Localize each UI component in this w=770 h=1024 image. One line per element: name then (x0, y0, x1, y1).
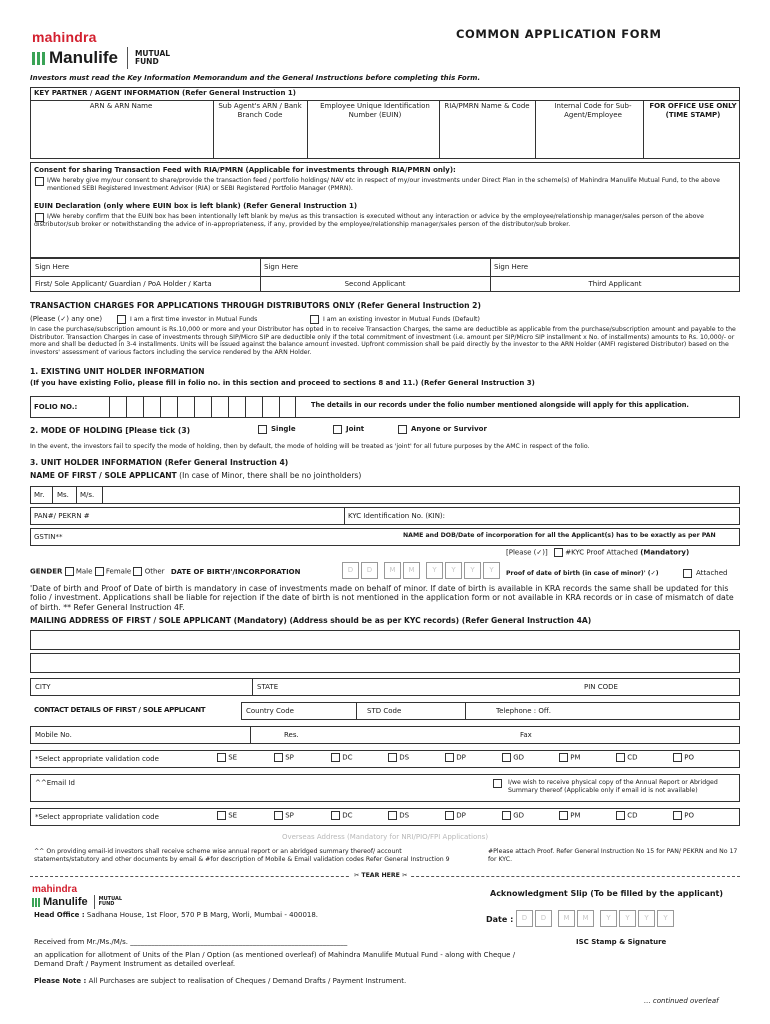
attached-checkbox[interactable] (683, 569, 692, 578)
validation-code-label: DC (340, 811, 353, 820)
kyc-proof-checkbox[interactable] (554, 548, 563, 557)
validation-code-label: SE (226, 811, 238, 820)
key-partner-table (30, 87, 740, 159)
gstin-input[interactable] (91, 529, 401, 545)
transaction-text: In case the purchase/subscription amount is Rs.10,000 or more and your Distributor has opted in to receive Transaction Charges, the same are deductible as applicable from the purchase/subscription amount and payable to the Distributor. Transaction Charges in case of investments through SIP/Micro SIP are deductible only if the total commitment of investment (i.e. amount per SIP/Micro SIP installment x No. of installments) amounts to Rs. 10,000/- or more and shall be deducted in 3-4 installments. Units will be issued against the balance amount invested. Upfront commission shall be paid directly by the investor to the ARN Holder (AMFI registered Distributor) based on the investors' assessment of various factors including the service rendered by the ARN Holder. (30, 326, 736, 356)
pan-input[interactable] (121, 508, 341, 524)
consent-checkbox[interactable] (35, 177, 44, 186)
dob-digit-cell[interactable]: D (361, 562, 378, 579)
telephone-label[interactable]: Telephone : Off. (496, 707, 551, 715)
dob-digit-cell[interactable]: Y (464, 562, 481, 579)
consent-title: Consent for sharing Transaction Feed with RIA/PMRN (Applicable for investments through RIA/PMRN only): (34, 166, 456, 174)
isc-stamp-label: ISC Stamp & Signature (576, 938, 667, 946)
scissors-icon: ✂ (354, 872, 360, 879)
country-code-label[interactable]: Country Code (246, 707, 294, 715)
section2-note: In the event, the investors fail to specify the mode of holding, then by default, the mode of holding will be treated as 'joint' for all future purposes by the AMC in respect of the folio. (30, 443, 590, 450)
validation-code-checkbox[interactable] (502, 811, 511, 820)
female-checkbox[interactable] (95, 567, 104, 576)
ack-note-text: All Purchases are subject to realisation of Cheques / Demand Drafts / Payment Instrument. (88, 977, 407, 985)
ack-date-digit-cell[interactable]: D (535, 910, 552, 927)
validation-code-option[interactable] (445, 753, 466, 762)
consent-text: I/We hereby give my/our consent to share/provide the transaction feed / portfolio holdings/ NAV etc in respect of my/our investments under Direct Plan in the scheme(s) of Mahindra Manulife Mutual Fund, to the above mentioned SEBI Registered Investment Advisor (RIA) or SEBI Registered Portfolio Manager (PMRN). (47, 177, 720, 192)
brand-logo (32, 29, 170, 69)
validation-code-label: SP (283, 811, 294, 820)
single-checkbox[interactable] (258, 425, 267, 434)
please-tick-label: [Please (✓)] (506, 548, 548, 557)
ack-date-digit-cell[interactable]: Y (638, 910, 655, 927)
applicant-name-label: NAME OF FIRST / SOLE APPLICANT (30, 471, 177, 480)
validation-code-option[interactable] (673, 811, 694, 820)
folio-digit-cell[interactable] (194, 397, 211, 417)
email-row (30, 774, 740, 802)
res-label[interactable]: Res. (284, 731, 299, 739)
physical-copy-checkbox[interactable] (493, 779, 502, 788)
footnote-2: #Please attach Proof. Refer General Instruction No 15 for PAN/ PEKRN and No 17 for KYC. (488, 848, 738, 863)
validation-code-option[interactable] (274, 811, 294, 820)
sign-here-2[interactable]: Sign Here (264, 263, 299, 271)
validation-code-option[interactable] (217, 811, 237, 820)
validation-code-label: CD (625, 753, 638, 762)
dob-label: DATE OF BIRTH'/INCORPORATION (170, 567, 301, 576)
validation-code-label: GD (511, 753, 525, 762)
folio-digit-cell[interactable] (262, 397, 279, 417)
dob-digit-cell[interactable]: Y (483, 562, 500, 579)
validation-code-checkbox[interactable] (331, 811, 340, 820)
pan-label: PAN#/ PEKRN # (34, 512, 90, 520)
mailing-title: MAILING ADDRESS OF FIRST / SOLE APPLICANT (Mandatory) (Address should be as per KYC records) (Refer General Instruction 4A) (30, 616, 592, 625)
validation-code-checkbox[interactable] (388, 753, 397, 762)
anyone-survivor-label: Anyone or Survivor (411, 425, 487, 433)
ack-date-digit-cell[interactable]: M (558, 910, 575, 927)
folio-note: The details in our records under the folio number mentioned alongside will apply for this application. (311, 401, 689, 409)
joint-label: Joint (346, 425, 365, 433)
validation-code-checkbox[interactable] (388, 811, 397, 820)
validation-code-label: DS (397, 753, 410, 762)
col-ria: RIA/PMRN Name & Code (444, 102, 530, 110)
key-partner-title: KEY PARTNER / AGENT INFORMATION (Refer General Instruction 1) (34, 89, 296, 97)
ack-brand-sub1: MUTUAL (98, 895, 123, 902)
other-label: Other (144, 567, 165, 576)
folio-digit-cell[interactable] (160, 397, 177, 417)
col-internal: Internal Code for Sub-Agent/Employee (554, 102, 632, 119)
section1-title: 1. EXISTING UNIT HOLDER INFORMATION (30, 367, 205, 376)
ack-date-digit-cell[interactable]: M (577, 910, 594, 927)
validation-code-label: PM (568, 753, 581, 762)
physical-copy-label: I/we wish to receive physical copy of the Annual Report or Abridged Summary thereof (Applicable only if email id is not available) (508, 779, 718, 794)
dob-digit-cell[interactable]: Y (445, 562, 462, 579)
folio-digit-cell[interactable] (143, 397, 160, 417)
scissors-icon-2: ✂ (402, 872, 408, 879)
gender-label: GENDER (30, 567, 63, 576)
tear-text: TEAR HERE (361, 872, 400, 879)
std-label: STD Code (367, 707, 402, 715)
state-input[interactable] (253, 679, 583, 695)
validation-code-label: DP (454, 753, 466, 762)
validation-code-label: PM (568, 811, 581, 820)
validation-code-option[interactable] (274, 753, 294, 762)
validation-code-option[interactable] (616, 811, 638, 820)
brand-main-text: Manulife (49, 48, 118, 67)
section1-sub: (If you have existing Folio, please fill in folio no. in this section and proceed to sections 8 and 11.) (Refer General Instruction 3) (30, 379, 535, 387)
ack-date-digit-cell[interactable]: Y (619, 910, 636, 927)
ack-date-digit-cell[interactable]: Y (600, 910, 617, 927)
ack-brand-sub2: FUND (98, 901, 115, 907)
instruction-notice: Investors must read the Key Information Memorandum and the General Instructions before completing this Form. (30, 74, 481, 82)
validation-code-checkbox[interactable] (217, 811, 226, 820)
existing-investor-checkbox[interactable] (310, 315, 319, 324)
validation-code-label: PO (682, 811, 694, 820)
euin-title: EUIN Declaration (only where EUIN box is left blank) (Refer General Instruction 1) (34, 202, 358, 210)
ack-title: Acknowledgment Slip (To be filled by the applicant) (490, 889, 724, 898)
folio-digit-cell[interactable] (177, 397, 194, 417)
validation-code-option[interactable] (502, 753, 524, 762)
validation-code-checkbox[interactable] (673, 811, 682, 820)
mobile-row (30, 726, 740, 744)
ack-brand-main: Manulife (43, 896, 88, 908)
joint-checkbox[interactable] (333, 425, 342, 434)
ack-logo (32, 884, 122, 909)
ack-date-digit-cell[interactable]: Y (657, 910, 674, 927)
validation-code-checkbox[interactable] (274, 753, 283, 762)
ack-date-digit-cell[interactable]: D (516, 910, 533, 927)
third-applicant-label: Third Applicant (588, 280, 642, 288)
male-checkbox[interactable] (65, 567, 74, 576)
euin-text: I/We hereby confirm that the EUIN box has been intentionally left blank by me/us as this transaction is executed without any interaction or advice by the employee/relationship manager/sales person of the above distributor/sub broker or notwithstanding the advice of in-appropriateness, if any, provided by the employee/relationship manager/sales person of the distributor/sub broker. (34, 213, 704, 228)
folio-digit-cell[interactable] (228, 397, 245, 417)
title-ms[interactable]: Ms. (53, 487, 77, 503)
fax-label[interactable]: Fax (520, 731, 532, 739)
other-checkbox[interactable] (133, 567, 142, 576)
first-time-investor-label: I am a first time investor in Mutual Funds (130, 316, 258, 323)
signature-row (30, 258, 740, 292)
folio-label: FOLIO NO.: (34, 403, 78, 411)
transaction-title: TRANSACTION CHARGES FOR APPLICATIONS THROUGH DISTRIBUTORS ONLY (Refer General Instruction 2) (30, 301, 481, 310)
contact-details-label: CONTACT DETAILS OF FIRST / SOLE APPLICANT (34, 706, 206, 714)
validation-code-option[interactable] (388, 811, 409, 820)
validation-code-checkbox[interactable] (616, 811, 625, 820)
validation-label-1: *Select appropriate validation code (35, 755, 159, 763)
male-label: Male (75, 567, 93, 576)
gstin-label: GSTIN** (34, 533, 63, 541)
overseas-label: Overseas Address (Mandatory for NRI/PIO/FPI Applications) (281, 833, 489, 841)
validation-code-option[interactable] (445, 811, 466, 820)
dob-digit-cell[interactable]: M (384, 562, 401, 579)
mandatory-label: (Mandatory) (640, 548, 690, 557)
contact-row (241, 702, 740, 720)
validation-code-option[interactable] (673, 753, 694, 762)
key-partner-header-row (31, 102, 739, 158)
single-label: Single (271, 425, 296, 433)
validation-code-label: GD (511, 811, 525, 820)
pin-input[interactable] (631, 679, 739, 695)
address-line-2[interactable] (30, 653, 740, 673)
applicant-name-note: (In case of Minor, there shall be no jointholders) (179, 471, 362, 480)
kyc-label: KYC Identification No. (KIN): (348, 512, 446, 520)
validation-code-option[interactable] (502, 811, 524, 820)
brand-sub2: FUND (134, 57, 159, 66)
validation-code-option[interactable] (616, 753, 638, 762)
kyc-proof-row (506, 548, 689, 557)
ack-note-label: Please Note : (34, 977, 87, 985)
col-office: FOR OFFICE USE ONLY (TIME STAMP) (649, 102, 737, 119)
validation-code-option[interactable] (388, 753, 409, 762)
brand-top-text: mahindra (32, 29, 97, 45)
ack-application-text: an application for allotment of Units of the Plan / Option (as mentioned overleaf) of Mahindra Manulife Mutual Fund - along with Cheque / Demand Draft / Payment Instrument as detailed overleaf. (34, 951, 516, 968)
folio-digit-cell[interactable] (109, 397, 126, 417)
validation-code-label: DP (454, 811, 466, 820)
dob-note: 'Date of birth and Proof of Date of birth is mandatory in case of investments made on behalf of minor. If date of birth is available in KRA records the same shall be updated for this folio / investment. Applications shall be liable for rejection if the date of birth is not mentioned in the application form or not available in KRA records or in case of mismatch of date of birth. ** Refer General Instruction 4F. (30, 584, 734, 612)
validation-code-label: SE (226, 753, 238, 762)
validation-code-checkbox[interactable] (559, 811, 568, 820)
first-applicant-label: First/ Sole Applicant/ Guardian / PoA Holder / Karta (35, 280, 212, 288)
sign-here-3[interactable]: Sign Here (494, 263, 529, 271)
col-arn: ARN & ARN Name (89, 102, 153, 110)
validation-label-2: *Select appropriate validation code (35, 813, 159, 821)
validation-code-label: DS (397, 811, 410, 820)
first-time-investor-checkbox[interactable] (117, 315, 126, 324)
folio-digit-cell[interactable] (126, 397, 143, 417)
folio-digit-cell[interactable] (245, 397, 262, 417)
female-label: Female (105, 567, 132, 576)
tear-here-label (350, 872, 411, 880)
validation-code-checkbox[interactable] (445, 811, 454, 820)
validation-code-checkbox[interactable] (673, 753, 682, 762)
name-row (30, 486, 740, 504)
validation-code-checkbox[interactable] (616, 753, 625, 762)
validation-code-option[interactable] (331, 753, 353, 762)
received-from[interactable]: Received from Mr./Ms./M/s. ______________________________________________________________ (34, 938, 348, 946)
name-dob-note: NAME and DOB/Date of incorporation for all the Applicant(s) has to be exactly as per PAN (403, 532, 716, 539)
existing-investor-label: I am an existing investor in Mutual Funds (Default) (323, 316, 480, 323)
attached-label: Attached (696, 569, 728, 577)
dob-digit-cell[interactable]: Y (426, 562, 443, 579)
pan-row (30, 507, 740, 525)
brand-sub1: MUTUAL (134, 49, 171, 58)
applicant-name-heading (30, 472, 361, 481)
validation-code-checkbox[interactable] (274, 811, 283, 820)
gender-dob-row (30, 567, 300, 576)
city-state-pin-row (30, 678, 740, 696)
manulife-icon (32, 52, 45, 65)
kyc-field[interactable] (344, 508, 739, 524)
consent-section (30, 162, 740, 258)
head-office-label: Head Office : (34, 911, 85, 919)
validation-code-label: DC (340, 753, 353, 762)
mobile-input[interactable] (31, 727, 251, 743)
validation-row-1 (30, 750, 740, 768)
std-field[interactable] (356, 703, 466, 719)
validation-code-checkbox[interactable] (502, 753, 511, 762)
validation-code-option[interactable] (559, 811, 581, 820)
head-office-address: Sadhana House, 1st Floor, 570 P B Marg, Worli, Mumbai - 400018. (86, 911, 319, 919)
head-office (34, 911, 318, 920)
title-mrs[interactable]: M/s. (77, 487, 103, 503)
validation-code-option[interactable] (331, 811, 353, 820)
sign-here-1[interactable]: Sign Here (35, 263, 70, 271)
email-label: ^^Email Id (35, 779, 75, 787)
validation-code-label: SP (283, 753, 294, 762)
continued-overleaf: ... continued overleaf (644, 997, 719, 1005)
section3-title: 3. UNIT HOLDER INFORMATION (Refer General Instruction 4) (30, 458, 289, 467)
col-sub-agent: Sub Agent's ARN / Bank Branch Code (218, 102, 302, 119)
validation-code-option[interactable] (217, 753, 237, 762)
validation-code-checkbox[interactable] (217, 753, 226, 762)
proof-dob-label: Proof of date of birth (in case of minor)' (✓) (506, 570, 659, 577)
anyone-survivor-checkbox[interactable] (398, 425, 407, 434)
email-input[interactable] (31, 775, 487, 801)
ack-brand-top: mahindra (32, 884, 78, 895)
pin-label: PIN CODE (584, 683, 618, 691)
validation-code-checkbox[interactable] (559, 753, 568, 762)
footnote-1: ^^ On providing email-id investors shall receive scheme wise annual report or an abridged summary thereof/ account statements/statutory and other documents by email & #for description of Mobile & Email validation codes Refer General Instruction 9 (34, 848, 450, 863)
city-input[interactable] (31, 679, 253, 695)
section2-title: 2. MODE OF HOLDING [Please tick (3) (30, 426, 191, 435)
title-mr[interactable]: Mr. (31, 487, 53, 503)
city-label: CITY (35, 683, 51, 691)
validation-code-label: PO (682, 753, 694, 762)
validation-code-checkbox[interactable] (445, 753, 454, 762)
folio-row (30, 396, 740, 418)
form-title: COMMON APPLICATION FORM (456, 27, 662, 41)
folio-digit-cell[interactable] (279, 397, 296, 417)
dob-digit-cell[interactable]: D (342, 562, 359, 579)
dob-digit-cell[interactable]: M (403, 562, 420, 579)
second-applicant-label: Second Applicant (344, 280, 406, 288)
ack-date-label: Date : (486, 915, 514, 924)
state-label: STATE (257, 683, 279, 691)
applicant-name-input[interactable] (103, 487, 739, 503)
kyc-proof-label: #KYC Proof Attached (565, 548, 638, 557)
address-line-1[interactable] (30, 630, 740, 650)
validation-code-option[interactable] (559, 753, 581, 762)
transaction-please: (Please (✓) any one) (30, 315, 103, 323)
ack-note (34, 977, 406, 986)
validation-code-checkbox[interactable] (331, 753, 340, 762)
gstin-row (30, 528, 740, 546)
validation-row-2 (30, 808, 740, 826)
validation-code-label: CD (625, 811, 638, 820)
ack-manulife-icon (32, 898, 40, 907)
mobile-label: Mobile No. (35, 731, 72, 739)
col-euin: Employee Unique Identification Number (EUIN) (320, 102, 430, 119)
folio-digit-cell[interactable] (211, 397, 228, 417)
